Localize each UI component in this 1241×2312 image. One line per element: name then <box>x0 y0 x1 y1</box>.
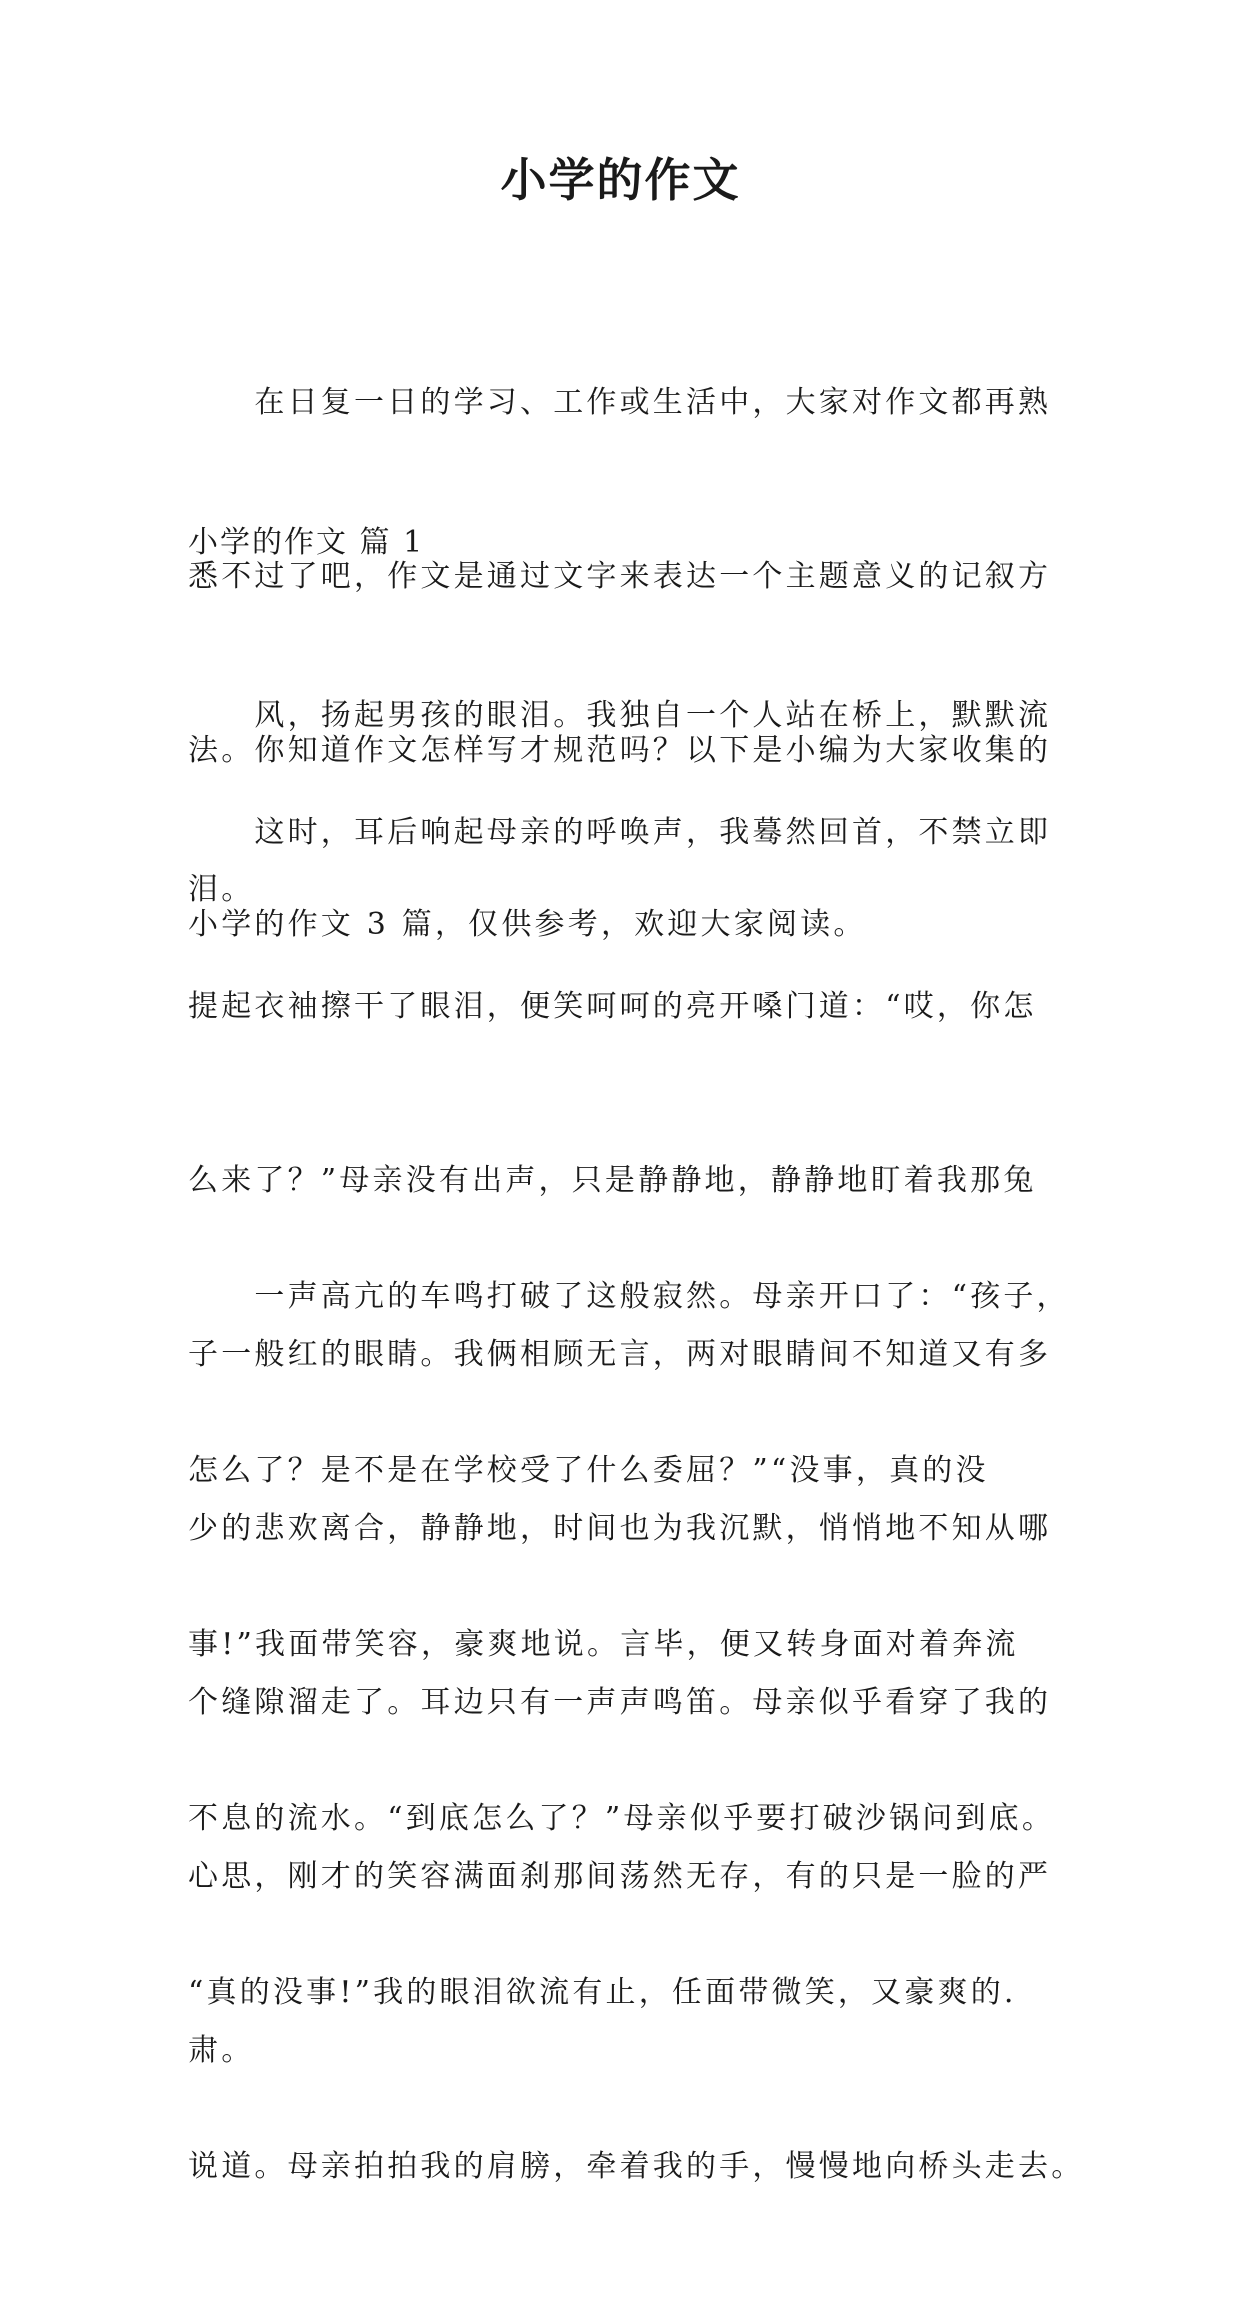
text-line: 事!”我面带笑容，豪爽地说。言毕，便又转身面对着奔流 <box>188 1627 1019 1662</box>
body-paragraph <box>188 1152 1088 2312</box>
text-line: 肃。 <box>188 2033 255 2068</box>
document-title: 小学的作文 <box>500 153 741 207</box>
text-line: 怎么了？是不是在学校受了什么委屈？”“没事，真的没 <box>188 1453 989 1488</box>
text-line: 么来了？”母亲没有出声，只是静静地，静静地盯着我那兔 <box>188 1163 1037 1198</box>
section-heading: 小学的作文 篇 1 <box>188 525 425 560</box>
text-line: 子一般红的眼睛。我俩相顾无言，两对眼睛间不知道又有多 <box>188 1337 1052 1372</box>
text-line: 泪。 <box>188 872 255 907</box>
text-line: 这时，耳后响起母亲的呼唤声，我蓦然回首，不禁立即 <box>188 815 1052 850</box>
text-line: “真的没事!”我的眼泪欲流有止，任面带微笑，又豪爽的. <box>188 1975 1017 2010</box>
text-line: 提起衣袖擦干了眼泪，便笑呵呵的亮开嗓门道：“哎，你怎 <box>188 989 1037 1024</box>
text-line: 个缝隙溜走了。耳边只有一声声鸣笛。母亲似乎看穿了我的 <box>188 1685 1052 1720</box>
text-line: 不息的流水。“到底怎么了？”母亲似乎要打破沙锅问到底。 <box>188 1801 1056 1836</box>
text-line: 法。你知道作文怎样写才规范吗？以下是小编为大家收集的 <box>188 733 1052 768</box>
text-line: 悉不过了吧，作文是通过文字来表达一个主题意义的记叙方 <box>188 559 1052 594</box>
text-line: 少的悲欢离合，静静地，时间也为我沉默，悄悄地不知从哪 <box>188 1511 1052 1546</box>
text-line: 小学的作文 3 篇，仅供参考，欢迎大家阅读。 <box>188 907 867 942</box>
text-line: 风，扬起男孩的眼泪。我独自一个人站在桥上，默默流 <box>188 698 1052 733</box>
text-line: 心思，刚才的笑容满面刹那间荡然无存，有的只是一脸的严 <box>188 1859 1052 1894</box>
text-line: 一声高亢的车鸣打破了这般寂然。母亲开口了：“孩子， <box>188 1279 1070 1314</box>
text-line: 在日复一日的学习、工作或生活中，大家对作文都再熟 <box>188 385 1052 420</box>
text-line: 说道。母亲拍拍我的肩膀，牵着我的手，慢慢地向桥头走去。 <box>188 2149 1085 2184</box>
